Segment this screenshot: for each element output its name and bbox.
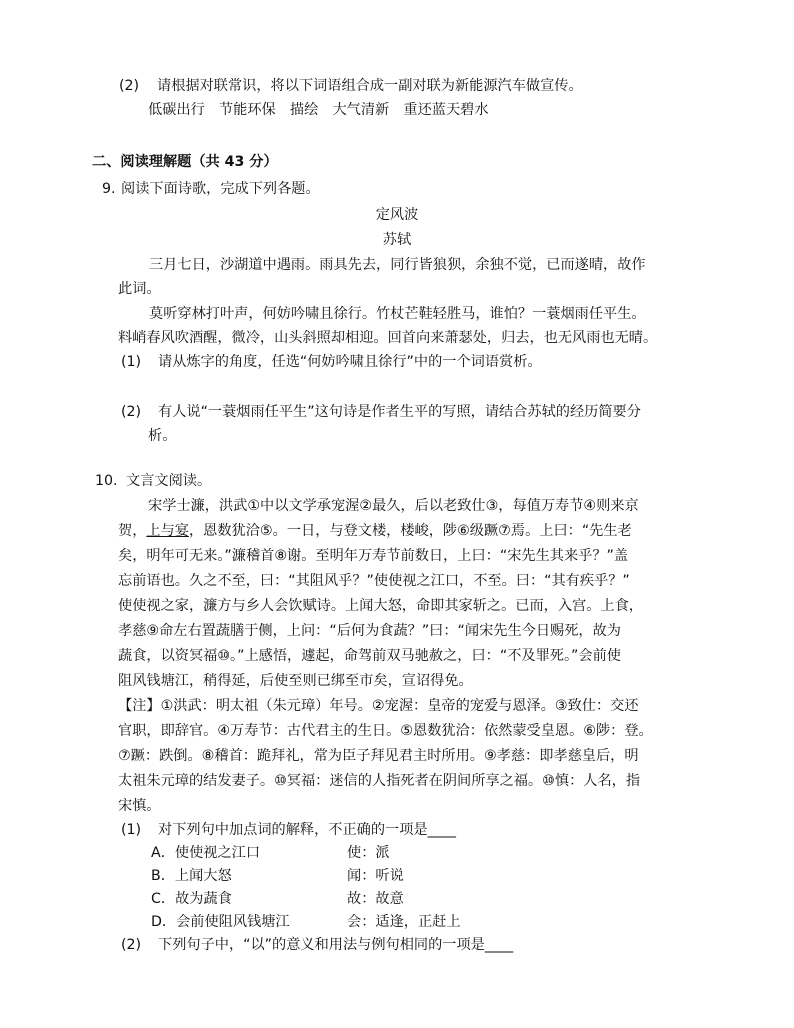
notes-line-5: 宋慎。 [118,798,161,814]
passage-text: ，恩数犹洽⑤。一日，与登文楼，楼峻，陟⑥级蹶⑦焉。上曰：“先生老 [188,523,632,539]
option-c-label: C．故为蔬食 [151,891,232,907]
option-a-label: A．使使视之江口 [151,845,261,861]
q10-number: 10. [95,473,118,489]
passage-line-8: 阻风钱塘江，稍得延，后使至则已绑至市矣，宣诏得免。 [118,673,473,689]
option-d-label: D．会前使阻风钱塘江 [151,914,290,930]
q9-sub2-text-line-2: 析。 [148,428,177,444]
poem-author: 苏轼 [382,232,412,248]
q9-sub1-number: (1) [121,354,142,370]
option-b-gloss: 闻：听说 [347,868,404,884]
notes-line-4: 太祖朱元璋的结发妻子。⑩冥福：迷信的人指死者在阴间所享之福。⑩慎：人名，指 [118,773,641,789]
passage-line-1: 宋学士濂，洪武①中以文学承宠渥②最久，后以老致仕③，每值万寿节④则来京 [148,498,639,514]
q10-sub2-number: (2) [121,937,142,953]
poem-preface-line-2: 此词。 [118,281,161,297]
passage-line-6: 孝慈⑨命左右置蔬膳于侧，上问：“后何为食蔬？”曰：“闻宋先生今日赐死，故为 [118,623,621,639]
notes-line-3: ⑦蹶：跌倒。⑧稽首：跪拜礼，常为臣子拜见君主时所用。⑨孝慈：即孝慈皇后，明 [118,748,639,764]
passage-line-7: 蔬食，以资冥福⑩。”上感悟，遽起，命驾前双马驰赦之，曰：“不及罪死。”会前使 [118,648,621,664]
q9-sub1-text: 请从炼字的角度，任选“何妨吟啸且徐行”中的一个词语赏析。 [158,354,542,370]
q10-stem: 文言文阅读。 [126,473,212,489]
q10-sub2-text: 下列句子中，“以”的意义和用法与例句相同的一项是____ [158,937,514,953]
q8-word-list: 低碳出行 节能环保 描绘 大气清新 重还蓝天碧水 [148,102,489,118]
notes-line-1: 【注】①洪武：明太祖（朱元璋）年号。②宠渥：皇帝的宠爱与恩泽。③致仕：交还 [118,698,639,714]
poem-preface-line-1: 三月七日，沙湖道中遇雨。雨具先去，同行皆狼狈，余独不觉，已而遂晴，故作 [149,257,646,273]
notes-line-2: 官职，即辞官。④万寿节：古代君主的生日。⑤恩数犹洽：依然蒙受皇恩。⑥陟：登。 [118,723,653,739]
q8-sub2-number: (2) [119,78,140,94]
passage-line-2 [118,519,632,543]
option-d-gloss: 会：适逢，正赶上 [347,914,461,930]
underlined-phrase: 上与宴 [146,523,189,539]
option-a-gloss: 使：派 [347,845,390,861]
q9-sub2-number: (2) [121,404,142,420]
q8-sub2-text: 请根据对联常识，将以下词语组合成一副对联为新能源汽车做宣传。 [157,78,583,94]
poem-verse-line-1: 莫听穿林打叶声，何妨吟啸且徐行。竹杖芒鞋轻胜马，谁怕？一蓑烟雨任平生。 [149,306,646,322]
q10-sub1-text: 对下列句中加点词的解释，不正确的一项是____ [158,822,456,838]
passage-line-5: 使使视之家，濂方与乡人会饮赋诗。上闻大怒，命即其家斩之。已而，入宫。上食， [118,598,643,614]
q9-number: 9. [102,181,116,197]
passage-text: 贺， [118,523,147,539]
q10-sub1-number: (1) [121,822,142,838]
passage-line-4: 忘前语也。久之不至，曰：“其阻风乎？”使使视之江口，不至。曰：“其有疾乎？” [118,573,630,589]
q9-stem: 阅读下面诗歌，完成下列各题。 [121,181,320,197]
section-heading: 二、阅读理解题（共 43 分） [92,154,278,170]
poem-verse-line-2: 料峭春风吹酒醒，微冷，山头斜照却相迎。回首向来萧瑟处，归去，也无风雨也无晴。 [118,330,658,346]
option-b-label: B．上闻大怒 [151,868,232,884]
option-c-gloss: 故：故意 [347,891,404,907]
passage-line-3: 矣，明年可无来。”濂稽首⑧谢。至明年万寿节前数日，上曰：“宋先生其来乎？”盖 [118,548,629,564]
poem-title: 定风波 [375,207,419,223]
q9-sub2-text-line-1: 有人说“一蓑烟雨任平生”这句诗是作者生平的写照，请结合苏轼的经历简要分 [158,404,641,420]
